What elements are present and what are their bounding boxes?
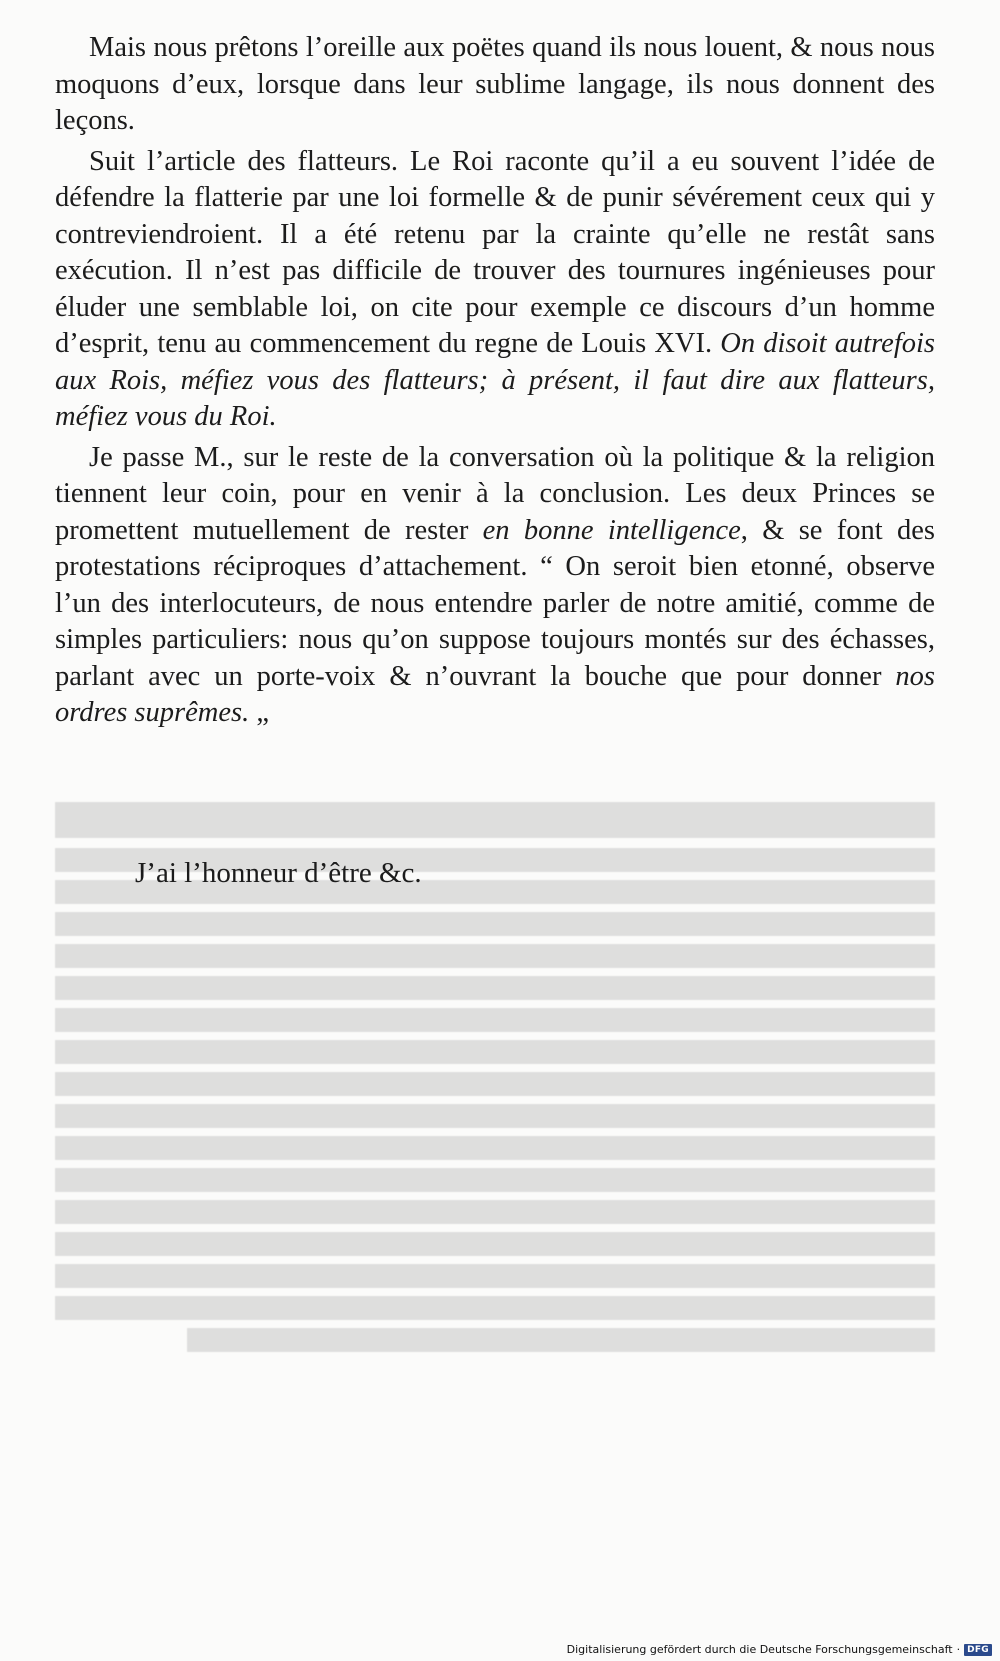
text-segment: „ xyxy=(249,697,269,728)
digitization-credit xyxy=(567,1643,992,1656)
paragraph xyxy=(55,30,935,140)
text-segment: , & se font des protestations réciproques d’attachement. “ On seroit bien etonné, observe l’un des interlocuteurs, de nous entendre parler de notre amitié, comme de simples particuliers: nous qu’on suppose toujours montés sur des échasses, parlant avec un porte-voix & n’ouvrant la bouche que pour donner xyxy=(55,514,935,692)
paragraph xyxy=(55,440,935,732)
italic-text-segment: nos ordres suprêmes. xyxy=(55,660,935,728)
credit-text: Digitalisierung gefördert durch die Deutsche Forschungsgemeinschaft xyxy=(566,1643,953,1656)
italic-text-segment: On disoit autrefois aux Rois, méfiez vous des flatteurs; à présent, il faut dire aux flatteurs, méfiez vous du Roi. xyxy=(55,328,935,432)
body-text xyxy=(55,30,935,736)
dfg-logo: DFG xyxy=(964,1644,992,1656)
text-segment: Mais nous prêtons l’oreille aux poëtes quand ils nous louent, & nous nous moquons d’eux, lorsque dans leur sublime langage, ils nous donnent des leçons. xyxy=(55,32,935,136)
text-segment: Je passe M., sur le reste de la conversation où la politique & la religion tiennent leur coin, pour en venir à la conclusion. Les deux Princes se promettent mutuellement de rester xyxy=(55,441,935,546)
closing-salutation: J’ai l’honneur d’être &c. xyxy=(135,857,422,889)
italic-text-segment: en bonne intelligence xyxy=(482,514,741,546)
text-segment: Suit l’article des flatteurs. Le Roi raconte qu’il a eu souvent l’idée de défendre la flatterie par une loi formelle & de punir sévérement ceux qui y contreviendroient. Il a été retenu par la crainte qu’elle ne restât sans exécution. Il n’est pas difficile de trouver des tournures ingénieuses pour éluder une semblable loi, on cite pour exemple ce discours d’un homme d’esprit, tenu au commencement du regne de Louis XVI. xyxy=(55,145,935,359)
paragraph xyxy=(55,144,935,436)
credit-separator: · xyxy=(956,1643,961,1656)
